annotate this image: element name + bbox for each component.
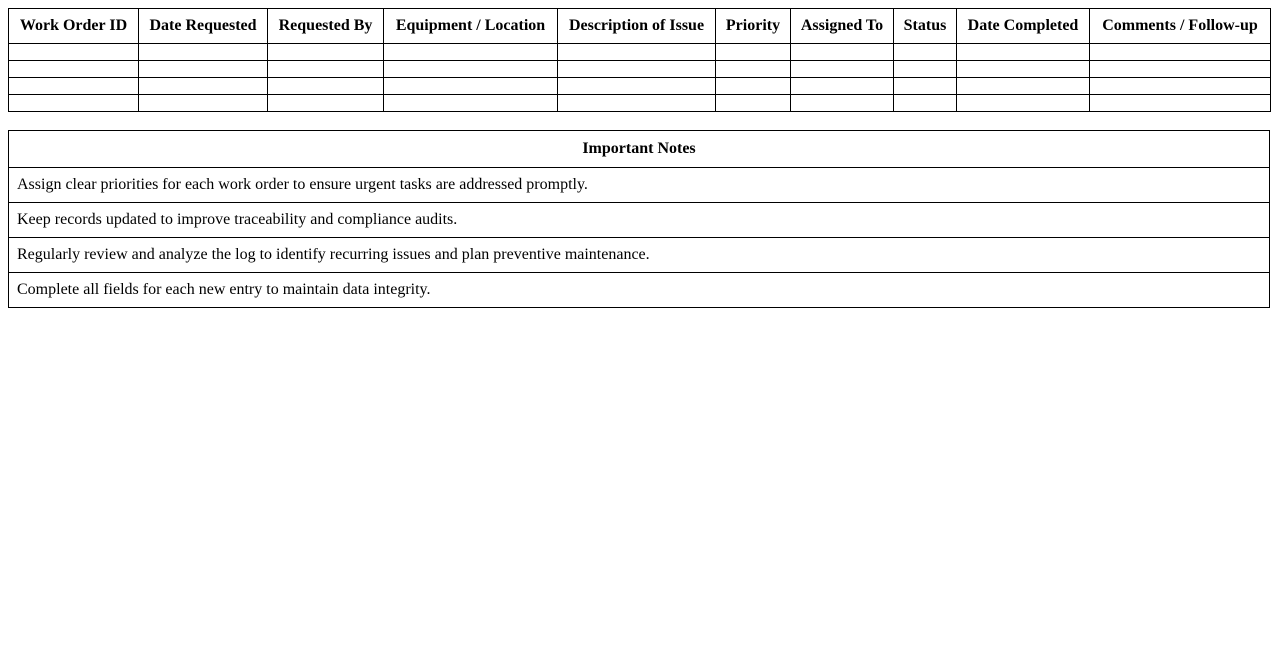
note-item: Assign clear priorities for each work order to ensure urgent tasks are addressed promptly.: [9, 168, 1270, 203]
important-notes-table: [8, 130, 1270, 308]
work-order-log-table: [8, 8, 1271, 112]
table-cell[interactable]: [268, 78, 384, 95]
table-cell[interactable]: [716, 61, 791, 78]
table-cell[interactable]: [957, 95, 1090, 112]
table-cell[interactable]: [716, 44, 791, 61]
table-cell[interactable]: [1090, 95, 1271, 112]
table-cell[interactable]: [268, 61, 384, 78]
table-cell[interactable]: [791, 44, 894, 61]
table-cell[interactable]: [894, 78, 957, 95]
table-cell[interactable]: [384, 61, 558, 78]
table-row: [9, 61, 1271, 78]
table-cell[interactable]: [268, 95, 384, 112]
col-header-assigned-to: Assigned To: [791, 9, 894, 44]
table-row: [9, 44, 1271, 61]
table-cell[interactable]: [791, 78, 894, 95]
table-cell[interactable]: [716, 78, 791, 95]
note-item: Regularly review and analyze the log to identify recurring issues and plan preventive maintenance.: [9, 238, 1270, 273]
page: [0, 0, 1278, 308]
note-row: [9, 168, 1270, 203]
table-cell[interactable]: [9, 44, 139, 61]
table-cell[interactable]: [384, 95, 558, 112]
header-row: [9, 9, 1271, 44]
notes-title: Important Notes: [9, 131, 1270, 168]
table-cell[interactable]: [139, 61, 268, 78]
table-cell[interactable]: [558, 61, 716, 78]
table-cell[interactable]: [384, 78, 558, 95]
table-cell[interactable]: [716, 95, 791, 112]
table-row: [9, 95, 1271, 112]
table-cell[interactable]: [268, 44, 384, 61]
col-header-priority: Priority: [716, 9, 791, 44]
note-row: [9, 238, 1270, 273]
col-header-requested-by: Requested By: [268, 9, 384, 44]
table-cell[interactable]: [558, 78, 716, 95]
table-cell[interactable]: [9, 78, 139, 95]
note-item: Complete all fields for each new entry to maintain data integrity.: [9, 273, 1270, 308]
table-cell[interactable]: [791, 95, 894, 112]
table-cell[interactable]: [9, 95, 139, 112]
note-row: [9, 273, 1270, 308]
col-header-date-completed: Date Completed: [957, 9, 1090, 44]
table-cell[interactable]: [558, 95, 716, 112]
table-cell[interactable]: [558, 44, 716, 61]
table-cell[interactable]: [957, 78, 1090, 95]
table-cell[interactable]: [1090, 44, 1271, 61]
table-cell[interactable]: [1090, 61, 1271, 78]
table-cell[interactable]: [139, 95, 268, 112]
col-header-equipment-location: Equipment / Location: [384, 9, 558, 44]
table-cell[interactable]: [791, 61, 894, 78]
col-header-work-order-id: Work Order ID: [9, 9, 139, 44]
table-cell[interactable]: [384, 44, 558, 61]
col-header-comments: Comments / Follow-up: [1090, 9, 1271, 44]
table-cell[interactable]: [139, 78, 268, 95]
table-cell[interactable]: [9, 61, 139, 78]
table-cell[interactable]: [1090, 78, 1271, 95]
col-header-date-requested: Date Requested: [139, 9, 268, 44]
table-cell[interactable]: [957, 44, 1090, 61]
table-cell[interactable]: [894, 44, 957, 61]
table-cell[interactable]: [139, 44, 268, 61]
table-cell[interactable]: [894, 95, 957, 112]
notes-header-row: [9, 131, 1270, 168]
col-header-description: Description of Issue: [558, 9, 716, 44]
table-cell[interactable]: [957, 61, 1090, 78]
note-row: [9, 203, 1270, 238]
note-item: Keep records updated to improve traceability and compliance audits.: [9, 203, 1270, 238]
col-header-status: Status: [894, 9, 957, 44]
table-row: [9, 78, 1271, 95]
table-cell[interactable]: [894, 61, 957, 78]
